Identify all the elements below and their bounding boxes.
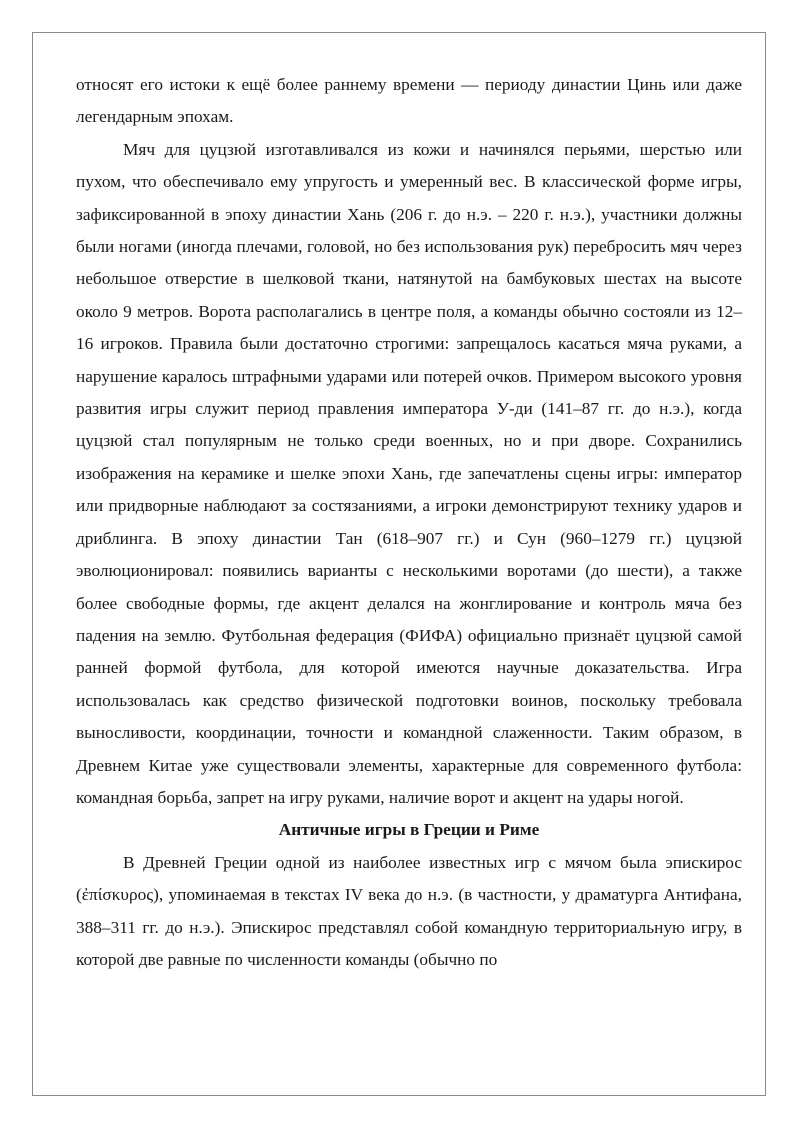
paragraph-episkyros: В Древней Греции одной из наиболее известных игр с мячом была эпискирос (ἐπίσκυρος), упоминаемая в текстах IV века до н.э. (в частности, у драматурга Антифана, 388–311 гг. до н.э.). Эпискирос представлял собой командную территориальную игру, в которой две равные по численности команды (обычно по: [76, 852, 742, 969]
paragraph-tsuju-ball: Мяч для цуцзюй изготавливался из кожи и начинялся перьями, шерстью или пухом, что обеспечивало ему упругость и умеренный вес. В классической форме игры, зафиксированной в эпоху династии Хань (206 г. до н.э. – 220 г. н.э.), участники должны были ногами (иногда плечами, головой, но без использования рук) перебросить мяч через небольшое отверстие в шелковой ткани, натянутой на бамбуковых шестах на высоте около 9 метров. Ворота располагались в центре поля, а команды обычно состояли из 12–16 игроков. Правила были достаточно строгими: запрещалось касаться мяча руками, а нарушение каралось штрафными ударами или потерей очков. Примером высокого уровня развития игры служит период правления императора У-ди (141–87 гг. до н.э.), когда цуцзюй стал популярным не только среди военных, но и при дворе. Сохранились изображения на керамике и шелке эпохи Хань, где запечатлены сцены игры: император или придворные наблюдают за состязаниями, а игроки демонстрируют технику ударов и дриблинга. В эпоху династии Тан (618–907 гг.) и Сун (960–1279 гг.) цуцзюй эволюционировал: появились варианты с несколькими воротами (до шести), а также более свободные формы, где акцент делался на жонглирование и контроль мяча без падения на землю. Футбольная федерация (ФИФА) официально признаёт цуцзюй самой ранней формой футбола, для которой имеются научные доказательства. Игра использовалась как средство физической подготовки воинов, поскольку требовала выносливости, координации, точности и командной слаженности. Таким образом, в Древнем Китае уже существовали элементы, характерные для современного футбола: командная борьба, запрет на игру руками, наличие ворот и акцент на удары ногой.: [76, 139, 742, 807]
paragraph-continuation: относят его истоки к ещё более раннему времени — периоду династии Цинь или даже легендарным эпохам.: [76, 75, 742, 127]
section-heading: Античные игры в Греции и Риме: [278, 820, 540, 840]
document-body: [76, 69, 742, 976]
